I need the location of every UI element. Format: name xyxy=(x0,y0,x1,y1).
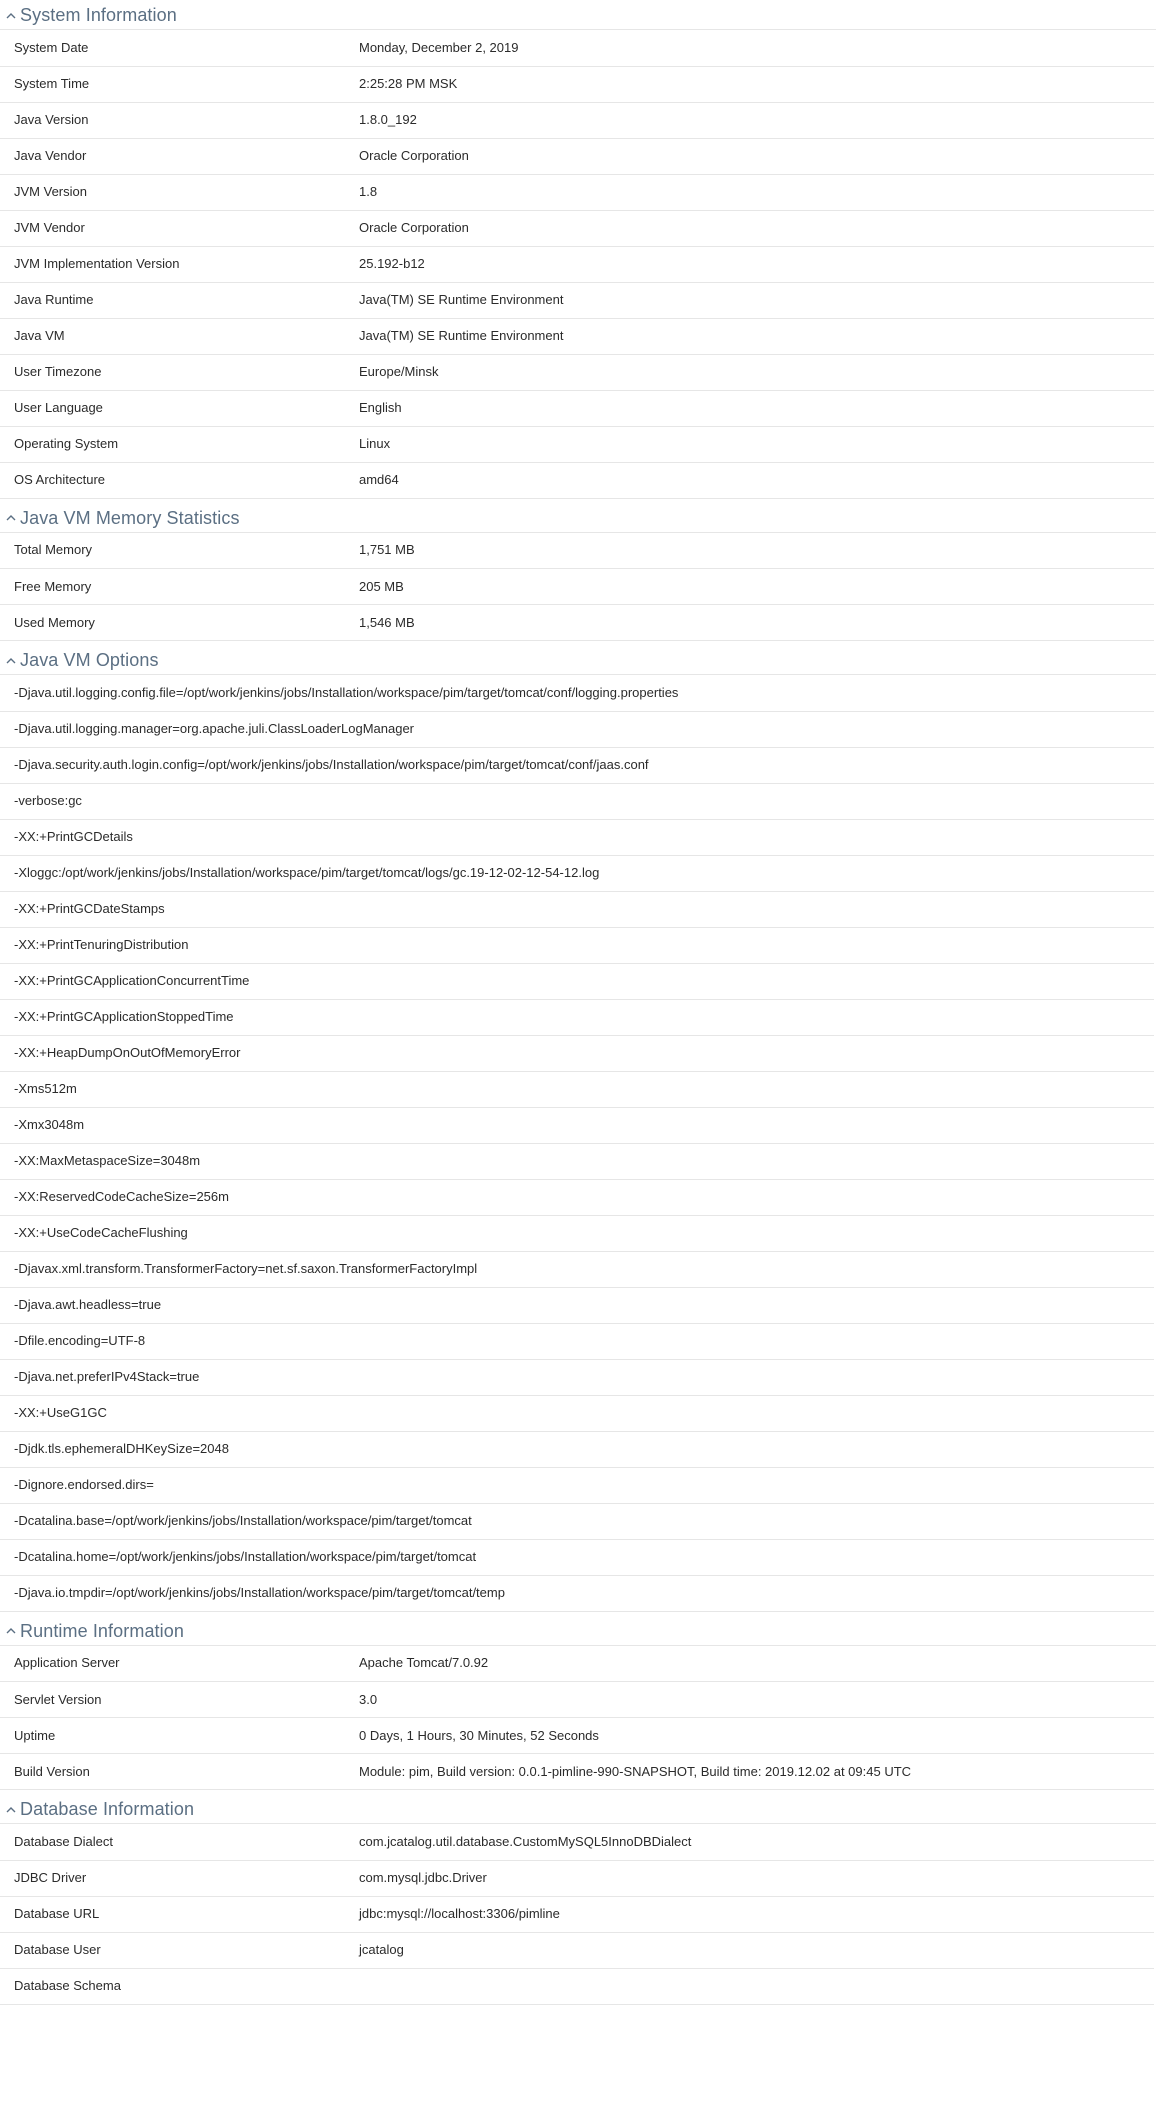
row-label: System Date xyxy=(0,30,345,66)
table-row xyxy=(0,1896,1154,1932)
table-row xyxy=(0,783,1154,819)
table-row xyxy=(0,1251,1154,1287)
vm-option: -Djava.security.auth.login.config=/opt/work/jenkins/jobs/Installation/workspace/pim/target/tomcat/conf/jaas.conf xyxy=(0,747,1154,783)
row-label: Uptime xyxy=(0,1718,345,1754)
row-value: 1,546 MB xyxy=(345,605,1154,641)
table-row xyxy=(0,1575,1154,1611)
row-label: Servlet Version xyxy=(0,1682,345,1718)
table-row xyxy=(0,1431,1154,1467)
vm-option: -XX:+HeapDumpOnOutOfMemoryError xyxy=(0,1035,1154,1071)
table-row xyxy=(0,1071,1154,1107)
row-value: jdbc:mysql://localhost:3306/pimline xyxy=(345,1896,1154,1932)
table-row xyxy=(0,819,1154,855)
table-row xyxy=(0,102,1154,138)
row-value: com.jcatalog.util.database.CustomMySQL5InnoDBDialect xyxy=(345,1824,1154,1860)
row-label: Java VM xyxy=(0,318,345,354)
table-row xyxy=(0,1179,1154,1215)
section-title: Java VM Options xyxy=(20,650,159,670)
chevron-up-icon[interactable] xyxy=(5,655,17,667)
table-row xyxy=(0,999,1154,1035)
vm-option: -Djava.awt.headless=true xyxy=(0,1287,1154,1323)
memory-statistics-table xyxy=(0,533,1154,642)
table-row xyxy=(0,569,1154,605)
row-label: Database User xyxy=(0,1932,345,1968)
database-information-table xyxy=(0,1824,1154,2005)
vm-option: -XX:MaxMetaspaceSize=3048m xyxy=(0,1143,1154,1179)
row-value: 1.8.0_192 xyxy=(345,102,1154,138)
vm-option: -XX:ReservedCodeCacheSize=256m xyxy=(0,1179,1154,1215)
table-row xyxy=(0,1968,1154,2004)
row-value: English xyxy=(345,390,1154,426)
section-title: Database Information xyxy=(20,1799,195,1819)
table-row xyxy=(0,1143,1154,1179)
table-row xyxy=(0,1107,1154,1143)
row-label: JVM Version xyxy=(0,174,345,210)
row-label: JVM Vendor xyxy=(0,210,345,246)
section-title: System Information xyxy=(20,5,177,25)
vm-option: -XX:+UseG1GC xyxy=(0,1395,1154,1431)
table-row xyxy=(0,390,1154,426)
table-row xyxy=(0,1467,1154,1503)
row-value: com.mysql.jdbc.Driver xyxy=(345,1860,1154,1896)
row-label: User Timezone xyxy=(0,354,345,390)
row-label: System Time xyxy=(0,66,345,102)
table-row xyxy=(0,66,1154,102)
row-label: Free Memory xyxy=(0,569,345,605)
row-label: Operating System xyxy=(0,426,345,462)
table-row xyxy=(0,354,1154,390)
vm-options-table xyxy=(0,675,1154,1612)
vm-option: -Djava.util.logging.manager=org.apache.juli.ClassLoaderLogManager xyxy=(0,711,1154,747)
table-row xyxy=(0,282,1154,318)
table-row xyxy=(0,1718,1154,1754)
table-row xyxy=(0,533,1154,569)
table-row xyxy=(0,1932,1154,1968)
table-row xyxy=(0,605,1154,641)
vm-option: -XX:+UseCodeCacheFlushing xyxy=(0,1215,1154,1251)
vm-option: -Djdk.tls.ephemeralDHKeySize=2048 xyxy=(0,1431,1154,1467)
table-row xyxy=(0,1860,1154,1896)
table-row xyxy=(0,711,1154,747)
chevron-up-icon[interactable] xyxy=(5,10,17,22)
vm-option: -Djava.net.preferIPv4Stack=true xyxy=(0,1359,1154,1395)
row-label: OS Architecture xyxy=(0,462,345,498)
row-label: Database Schema xyxy=(0,1968,345,2004)
row-label: Total Memory xyxy=(0,533,345,569)
row-value: amd64 xyxy=(345,462,1154,498)
chevron-up-icon[interactable] xyxy=(5,1625,17,1637)
vm-option: -Xloggc:/opt/work/jenkins/jobs/Installation/workspace/pim/target/tomcat/logs/gc.19-12-02-12-54-12.log xyxy=(0,855,1154,891)
table-row xyxy=(0,1754,1154,1790)
row-value: 3.0 xyxy=(345,1682,1154,1718)
row-value: Apache Tomcat/7.0.92 xyxy=(345,1646,1154,1682)
chevron-up-icon[interactable] xyxy=(5,512,17,524)
vm-options-header[interactable] xyxy=(0,645,1156,675)
table-row xyxy=(0,1035,1154,1071)
table-row xyxy=(0,426,1154,462)
system-information-table xyxy=(0,30,1154,499)
table-row xyxy=(0,1395,1154,1431)
table-row xyxy=(0,963,1154,999)
row-label: Java Runtime xyxy=(0,282,345,318)
row-value: Europe/Minsk xyxy=(345,354,1154,390)
vm-option: -Xms512m xyxy=(0,1071,1154,1107)
chevron-up-icon[interactable] xyxy=(5,1804,17,1816)
memory-statistics-header[interactable] xyxy=(0,503,1156,533)
section-title: Java VM Memory Statistics xyxy=(20,507,240,528)
row-label: Database URL xyxy=(0,1896,345,1932)
vm-option: -Djavax.xml.transform.TransformerFactory=net.sf.saxon.TransformerFactoryImpl xyxy=(0,1251,1154,1287)
table-row xyxy=(0,246,1154,282)
table-row xyxy=(0,1359,1154,1395)
row-value: Java(TM) SE Runtime Environment xyxy=(345,318,1154,354)
section-title: Runtime Information xyxy=(20,1620,184,1641)
row-value: Module: pim, Build version: 0.0.1-pimline-990-SNAPSHOT, Build time: 2019.12.02 at 09:45 UTC xyxy=(345,1754,1154,1790)
row-value: 205 MB xyxy=(345,569,1154,605)
row-value: 1.8 xyxy=(345,174,1154,210)
row-label: JDBC Driver xyxy=(0,1860,345,1896)
row-value: Monday, December 2, 2019 xyxy=(345,30,1154,66)
table-row xyxy=(0,1824,1154,1860)
row-value: 25.192-b12 xyxy=(345,246,1154,282)
table-row xyxy=(0,891,1154,927)
row-label: Java Version xyxy=(0,102,345,138)
row-label: Used Memory xyxy=(0,605,345,641)
table-row xyxy=(0,1539,1154,1575)
table-row xyxy=(0,855,1154,891)
table-row xyxy=(0,1682,1154,1718)
vm-option: -Dcatalina.base=/opt/work/jenkins/jobs/Installation/workspace/pim/target/tomcat xyxy=(0,1503,1154,1539)
row-label: User Language xyxy=(0,390,345,426)
system-information-header[interactable] xyxy=(0,0,1156,30)
row-label: Application Server xyxy=(0,1646,345,1682)
table-row xyxy=(0,927,1154,963)
row-value xyxy=(345,1968,1154,2004)
runtime-information-header[interactable] xyxy=(0,1616,1156,1646)
row-value: Java(TM) SE Runtime Environment xyxy=(345,282,1154,318)
vm-option: -XX:+PrintGCApplicationConcurrentTime xyxy=(0,963,1154,999)
row-label: Build Version xyxy=(0,1754,345,1790)
table-row xyxy=(0,30,1154,66)
table-row xyxy=(0,675,1154,711)
table-row xyxy=(0,1646,1154,1682)
vm-option: -XX:+PrintGCDetails xyxy=(0,819,1154,855)
vm-option: -Dfile.encoding=UTF-8 xyxy=(0,1323,1154,1359)
vm-option: -Djava.io.tmpdir=/opt/work/jenkins/jobs/Installation/workspace/pim/target/tomcat/temp xyxy=(0,1575,1154,1611)
database-information-header[interactable] xyxy=(0,1794,1156,1824)
row-value: 1,751 MB xyxy=(345,533,1154,569)
row-value: jcatalog xyxy=(345,1932,1154,1968)
row-label: Java Vendor xyxy=(0,138,345,174)
vm-option: -XX:+PrintTenuringDistribution xyxy=(0,927,1154,963)
vm-option: -Xmx3048m xyxy=(0,1107,1154,1143)
table-row xyxy=(0,1503,1154,1539)
vm-option: -Djava.util.logging.config.file=/opt/work/jenkins/jobs/Installation/workspace/pim/target/tomcat/conf/logging.properties xyxy=(0,675,1154,711)
runtime-information-table xyxy=(0,1646,1154,1791)
row-value: 2:25:28 PM MSK xyxy=(345,66,1154,102)
vm-option: -XX:+PrintGCDateStamps xyxy=(0,891,1154,927)
row-label: Database Dialect xyxy=(0,1824,345,1860)
row-value: 0 Days, 1 Hours, 30 Minutes, 52 Seconds xyxy=(345,1718,1154,1754)
vm-option: -Dignore.endorsed.dirs= xyxy=(0,1467,1154,1503)
row-value: Oracle Corporation xyxy=(345,210,1154,246)
row-label: JVM Implementation Version xyxy=(0,246,345,282)
table-row xyxy=(0,1323,1154,1359)
row-value: Oracle Corporation xyxy=(345,138,1154,174)
table-row xyxy=(0,210,1154,246)
vm-option: -Dcatalina.home=/opt/work/jenkins/jobs/Installation/workspace/pim/target/tomcat xyxy=(0,1539,1154,1575)
vm-option: -XX:+PrintGCApplicationStoppedTime xyxy=(0,999,1154,1035)
vm-option: -verbose:gc xyxy=(0,783,1154,819)
table-row xyxy=(0,1215,1154,1251)
row-value: Linux xyxy=(345,426,1154,462)
table-row xyxy=(0,138,1154,174)
table-row xyxy=(0,462,1154,498)
table-row xyxy=(0,1287,1154,1323)
table-row xyxy=(0,318,1154,354)
table-row xyxy=(0,174,1154,210)
table-row xyxy=(0,747,1154,783)
